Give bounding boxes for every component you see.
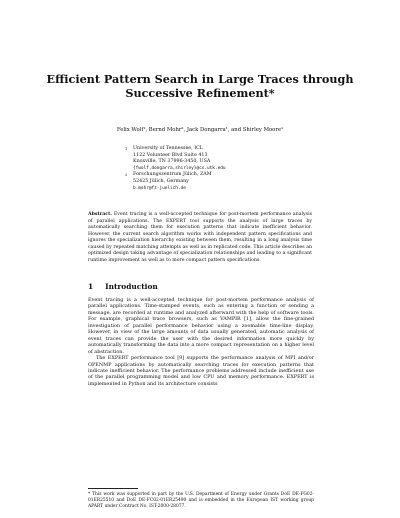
section-title: Introduction	[105, 282, 158, 291]
affiliation-2-marker: 2	[125, 173, 128, 178]
body-text	[88, 297, 314, 387]
affiliation-2-line: Forschungszentrum Jülich, ZAM	[133, 172, 212, 178]
paragraph-2: The EXPERT performance tool [9] supports the performance analysis of MPI and/or OPENMP applications by automatically searching traces for execution patterns that indicate inefficient behavior. The performance problems addressed include inefficient use of the parallel programming model and low CPU and memory performance. EXPERT is implemented in Python and its architecture consists	[88, 355, 314, 387]
abstract	[88, 212, 312, 264]
section-number: 1	[88, 282, 94, 291]
affiliation-1	[125, 146, 325, 172]
abstract-label: Abstract.	[88, 212, 112, 217]
affiliation-1-line: University of Tennessee, ICL	[133, 146, 203, 151]
paper-title: Efficient Pattern Search in Large Traces through Successive Refinement*	[46, 72, 354, 100]
affiliation-2-email: b.mohr@fz-juelich.de	[133, 185, 186, 191]
affiliation-1-marker: 1	[125, 147, 128, 151]
affiliation-2	[125, 172, 325, 192]
footnote-rule	[88, 488, 138, 489]
author-list: Felix Wolf¹, Bernd Mohr², Jack Dongarra¹, and Shirley Moore¹	[116, 127, 284, 133]
section-heading	[88, 282, 170, 291]
affiliation-1-line: Knoxville, TN 37996-3450, USA	[133, 159, 211, 165]
affiliation-2-line: 52425 Jülich, Germany	[133, 178, 189, 184]
paragraph-1: Event tracing is a well-accepted technique for post-mortem performance analysis of parallel applications. Time-stamped events, such as entering a function or sending a message, are recorded at runtime and analyzed afterward with the help of software tools. For example, graphical trace browsers, such as VAMPIR [1], allow the fine-grained investigation of parallel performance behavior using a zoomable time-line display. However, in view of the large amounts of data usually generated, automatic analysis of event traces can provide the user with the desired information more quickly by automatically transforming the data into a more compact representation on a higher level of abstraction.	[88, 297, 314, 355]
abstract-text: Event tracing is a well-accepted technique for post-mortem performance analysis of parallel applications. The EXPERT tool supports the analysis of large traces by automatically searching them for execution patterns that indicate inefficient behavior. However, the current search algorithm works with independent pattern specifications and ignores the specialization hierarchy existing between them, resulting in a long analysis time caused by repeated matching attempts as well as in replicated code. This article describes an optimized design taking advantage of specialization relationships and leading to a significant runtime improvement as well as to more compact pattern specifications.	[88, 212, 312, 263]
affiliation-1-email: {fwolf,dongarra,shirley}@cs.utk.edu	[133, 165, 226, 171]
footnote: * This work was supported in part by the U.S. Department of Energy under Grants DoE DE-FG02-01ER25510 and DoE DE-FC02-01ER25490 and is embedded in the European IST working group APART under Contract No. IST-2000-28077.	[88, 492, 314, 509]
affiliations	[125, 146, 325, 192]
affiliation-1-line: 1122 Volunteer Blvd Suite 413	[133, 152, 208, 158]
